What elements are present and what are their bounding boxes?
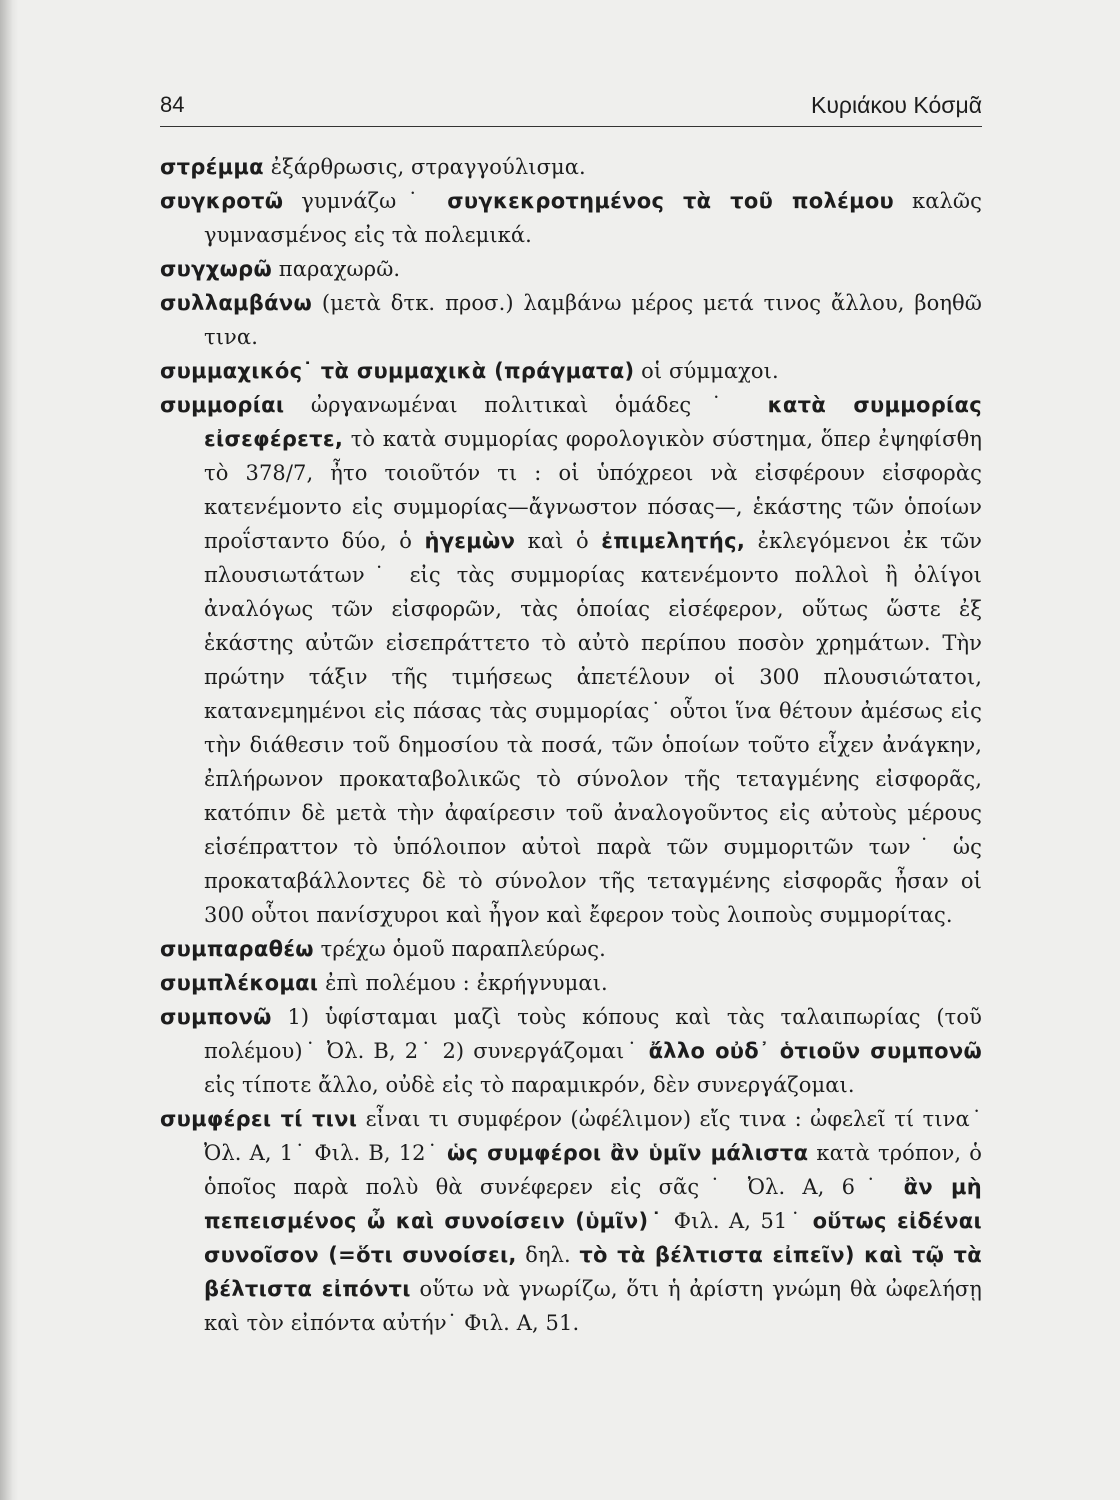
definition-text: καὶ ὁ: [515, 529, 602, 553]
page-number: 84: [160, 92, 185, 117]
definition-text: ἐπὶ πολέμου : ἐκρήγνυμαι.: [318, 971, 608, 995]
definition-text: ἐκλεγόμενοι ἐκ τῶν πλουσιωτάτων˙ εἰς τὰς συμμορίας κατενέμοντο πολλοὶ ἢ ὀλίγοι ἀναλόγως τῶν εἰσφορῶν, τὰς ὁποίας εἰσέφερον, οὕτως ὥστε ἐξ ἑκάστης αὐτῶν εἰσεπράττετο τὸ αὐτὸ περίπου ποσὸν χρημάτων. Τὴν πρώτην τάξιν τῆς τιμήσεως ἀπετέλουν οἱ 300 πλουσιώτατοι, κατανεμημένοι εἰς πάσας τὰς συμμορίας˙ οὗτοι ἵνα θέτουν ἀμέσως εἰς τὴν διάθεσιν τοῦ δημοσίου τὰ ποσά, τῶν ὁποίων τοῦτο εἶχεν ἀνάγκην, ἐπλήρωνον προκαταβολικῶς τὸ σύνολον τῆς τεταγμένης εἰσφορᾶς, κατόπιν δὲ μετὰ τὴν ἀφαίρεσιν τοῦ ἀναλογοῦντος εἰς αὐτοὺς μέρους εἰσέπραττον τὸ ὑπόλοιπον αὐτοὶ παρὰ τῶν συμμοριτῶν των˙ ὡς προκαταβάλλοντες δὲ τὸ σύνολον τῆς τεταγμένης εἰσφορᾶς ἦσαν οἱ 300 οὗτοι πανίσχυροι καὶ ἦγον καὶ ἔφερον τοὺς λοιποὺς συμμορίτας.: [204, 529, 982, 927]
bold-phrase: ἄλλο οὐδ᾽ ὁτιοῦν συμπονῶ: [648, 1039, 982, 1063]
definition-text: 1) ὑφίσταμαι μαζὶ τοὺς κόπους καὶ τὰς ταλαιπωρίας (τοῦ πολέμου)˙ Ὀλ. Β, 2˙ 2) συνεργάζομαι˙: [204, 1005, 982, 1063]
bold-phrase: κατὰ συμμορίας εἰσεφέρετε,: [204, 393, 982, 451]
dictionary-entry: [160, 150, 982, 184]
dictionary-entry: [160, 1102, 982, 1340]
entry-headword: συμμαχικός˙ τὰ συμμαχικὰ (πράγματα): [160, 359, 635, 383]
dictionary-entry: [160, 932, 982, 966]
dictionary-entry: [160, 286, 982, 354]
definition-text: ἐξάρθρωσις, στραγγούλισμα.: [263, 155, 586, 179]
definition-text: ὠργανωμέναι πολιτικαὶ ὁμάδες˙: [284, 393, 768, 417]
page-edge-shadow: [0, 0, 18, 1500]
entry-headword: συμμορίαι: [160, 393, 285, 417]
dictionary-entry: [160, 354, 982, 388]
definition-text: εἶναι τι συμφέρον (ὠφέλιμον) εἴς τινα : ὠφελεῖ τί τινα˙ Ὀλ. Α, 1˙ Φιλ. Β, 12˙: [204, 1107, 983, 1165]
definition-text: καλῶς γυμνασμένος εἰς τὰ πολεμικά.: [204, 189, 982, 247]
dictionary-entry: [160, 966, 982, 1000]
running-head: Κυριάκου Κόσμᾶ: [811, 92, 982, 118]
definition-text: εἰς τίποτε ἄλλο, οὐδὲ εἰς τὸ παραμικρόν, δὲν συνεργάζομαι.: [204, 1073, 855, 1097]
definition-text: τὸ κατὰ συμμορίας φορολογικὸν σύστημα, ὅπερ ἐψηφίσθη τὸ 378/7, ἦτο τοιοῦτόν τι : οἱ ὑπόχρεοι νὰ εἰσφέρουν εἰσφορὰς κατενέμοντο εἰς συμμορίας—ἄγνωστον πόσας—, ἑκάστης τῶν ὁποίων προΐσταντο δύο, ὁ: [204, 427, 982, 553]
bold-phrase: οὕτως εἰδέναι συνοῖσον (=ὅτι συνοίσει,: [204, 1209, 982, 1267]
dictionary-entry: [160, 388, 982, 932]
dictionary-entry: [160, 184, 982, 252]
entry-headword: συμφέρει τί τινι: [160, 1107, 358, 1131]
entry-headword: συλλαμβάνω: [160, 291, 313, 315]
dictionary-entry: [160, 1000, 982, 1102]
definition-text: οἱ σύμμαχοι.: [634, 359, 779, 383]
entry-headword: συμπονῶ: [160, 1005, 272, 1029]
bold-phrase: συγκεκροτημένος τὰ τοῦ πολέμου: [447, 189, 895, 213]
entry-headword: συμπαραθέω: [160, 937, 314, 961]
bold-phrase: ὡς συμφέροι ἂν ὑμῖν μάλιστα: [446, 1141, 809, 1165]
definition-text: γυμνάζω˙: [283, 189, 448, 213]
definition-text: Φιλ. Α, 51˙: [664, 1209, 813, 1233]
definition-text: κατὰ τρόπον, ὁ ὁποῖος παρὰ πολὺ θὰ συνέφερεν εἰς σᾶς˙ Ὀλ. Α, 6˙: [204, 1141, 982, 1199]
dictionary-entry: [160, 252, 982, 286]
bold-phrase: τὸ τὰ βέλτιστα εἰπεῖν) καὶ τῷ τὰ βέλτιστα εἰπόντι: [204, 1243, 982, 1301]
definition-text: παραχωρῶ.: [272, 257, 401, 281]
bold-phrase: ἐπιμελητής,: [601, 529, 746, 553]
bold-phrase: ἡγεμὼν: [424, 529, 516, 553]
page-header: [160, 86, 982, 127]
dictionary-entries: [160, 150, 982, 1340]
definition-text: τρέχω ὁμοῦ παραπλεύρως.: [313, 937, 606, 961]
entry-headword: συγχωρῶ: [160, 257, 273, 281]
definition-text: οὕτω νὰ γνωρίζω, ὅτι ἡ ἀρίστη γνώμη θὰ ὠφελήσῃ καὶ τὸν εἰπόντα αὐτήν˙ Φιλ. Α, 51.: [204, 1277, 982, 1335]
entry-headword: στρέμμα: [160, 155, 264, 179]
definition-text: (μετὰ δτκ. προσ.) λαμβάνω μέρος μετά τινος ἄλλου, βοηθῶ τινα.: [204, 291, 982, 349]
entry-headword: συγκροτῶ: [160, 189, 284, 213]
entry-headword: συμπλέκομαι: [160, 971, 319, 995]
definition-text: δηλ.: [516, 1243, 580, 1267]
bold-phrase: ἂν μὴ πεπεισμένος ὦ καὶ συνοίσειν (ὑμῖν)˙: [204, 1175, 982, 1233]
